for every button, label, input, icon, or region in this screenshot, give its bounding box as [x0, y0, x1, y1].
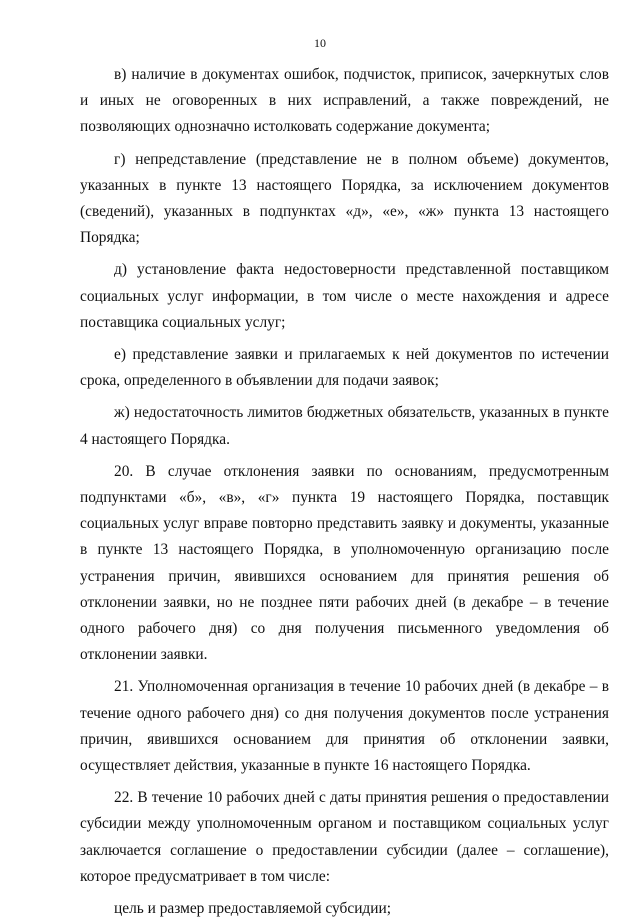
paragraph-item-v: в) наличие в документах ошибок, подчисток, приписок, зачеркнутых слов и иных не оговоренных в них исправлений, а также повреждений, не позволяющих однозначно истолковать содержание документа;: [80, 66, 609, 136]
page-number: 10: [314, 36, 326, 50]
document-body: [80, 62, 609, 922]
paragraph-item-zh: ж) недостаточность лимитов бюджетных обязательств, указанных в пункте 4 настоящего Порядка.: [80, 404, 609, 448]
paragraph-item-e: е) представление заявки и прилагаемых к ней документов по истечении срока, определенного в объявлении для подачи заявок;: [80, 346, 609, 390]
paragraph-item-d: д) установление факта недостоверности представленной поставщиком социальных услуг информации, в том числе о месте нахождения и адресе поставщика социальных услуг;: [80, 261, 609, 331]
paragraph-clause-22: 22. В течение 10 рабочих дней с даты принятия решения о предоставлении субсидии между уполномоченным органом и поставщиком социальных услуг заключается соглашение о предоставлении субсидии (далее – соглашение), которое предусматривает в том числе:: [80, 789, 609, 885]
paragraph-item-g: г) непредставление (представление не в полном объеме) документов, указанных в пункте 13 настоящего Порядка, за исключением документов (сведений), указанных в подпунктах «д», «е», «ж» пункта 13 настоящего Порядка;: [80, 150, 609, 247]
paragraph-clause-20: 20. В случае отклонения заявки по основаниям, предусмотренным подпунктами «б», «в», «г» пункта 19 настоящего Порядка, поставщик социальных услуг вправе повторно представить заявку и документы, указанные в пункте 13 настоящего Порядка, в уполномоченную организацию после устранения причин, явившихся основанием для принятия решения об отклонении заявки, но не позднее пяти рабочих дней (в декабре – в течение одного рабочего дня) со дня получения письменного уведомления об отклонении заявки.: [80, 462, 609, 664]
paragraph-agreement-purpose: цель и размер предоставляемой субсидии;: [114, 900, 392, 918]
paragraph-clause-21: 21. Уполномоченная организация в течение 10 рабочих дней (в декабре – в течение одного рабочего дня) со дня получения документов после устранения причин, явившихся основанием для принятия об отклонении заявки, осуществляет действия, указанные в пункте 16 настоящего Порядка.: [80, 678, 609, 775]
